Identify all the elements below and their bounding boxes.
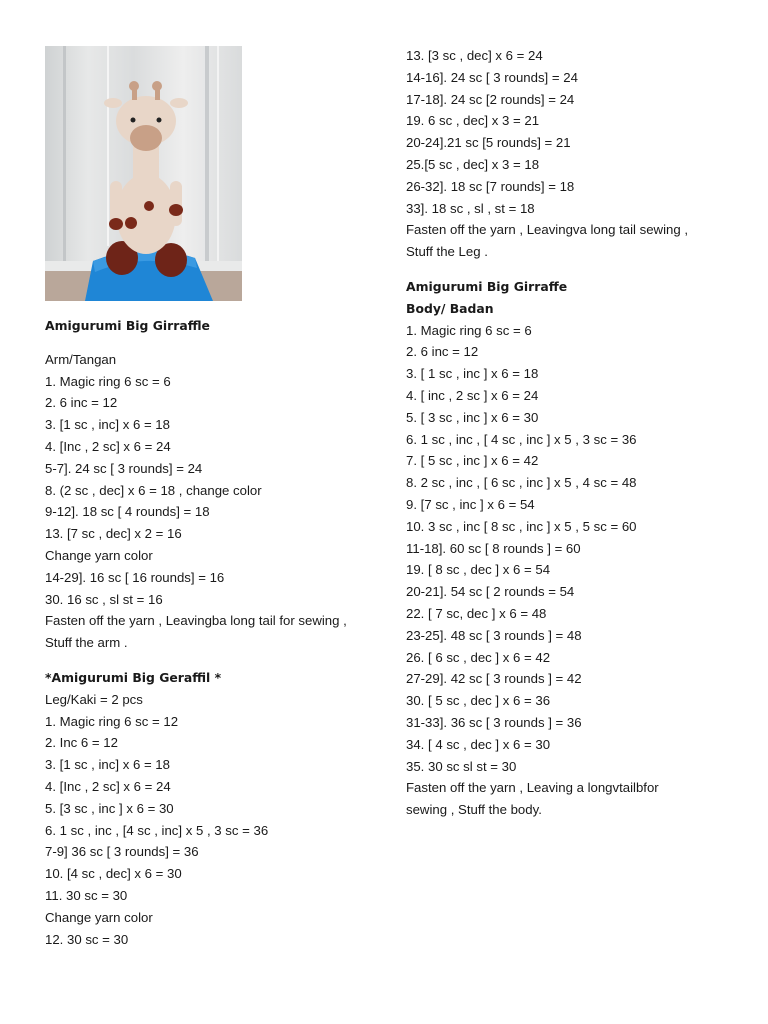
body-instruction: 31-33]. 36 sc [ 3 rounds ] = 36 [406,714,582,730]
body-instruction: 4. [ inc , 2 sc ] x 6 = 24 [406,387,539,403]
body-instruction: Fasten off the yarn , Leaving a longvtailbfor [406,780,659,796]
giraffe-photo [45,46,242,301]
body-pattern-title: Amigurumi Big Girraffe [406,278,568,294]
leg-instruction: 13. [3 sc , dec] x 6 = 24 [406,48,543,63]
right-column [406,45,746,821]
leg-instruction: 11. 30 sc = 30 [45,887,128,903]
leg-instruction: 7-9] 36 sc [ 3 rounds] = 36 [45,844,199,860]
arm-instruction: 30. 16 sc , sl st = 16 [45,591,163,607]
arm-instruction: 1. Magic ring 6 sc = 6 [45,373,171,389]
leg-instruction: 1. Magic ring 6 sc = 12 [45,713,179,729]
body-instruction: 5. [ 3 sc , inc ] x 6 = 30 [406,409,539,425]
body-instruction: 2. 6 inc = 12 [406,344,479,360]
arm-instruction: 3. [1 sc , inc] x 6 = 18 [45,417,170,433]
body-instruction: 30. [ 5 sc , dec ] x 6 = 36 [406,693,551,709]
leg-instruction: 20-24].21 sc [5 rounds] = 21 [406,135,571,151]
body-instruction: 19. [ 8 sc , dec ] x 6 = 54 [406,562,551,578]
body-instruction: 22. [ 7 sc, dec ] x 6 = 48 [406,605,547,621]
body-instruction: 20-21]. 54 sc [ 2 rounds = 54 [406,584,575,600]
leg-instruction: 25.[5 sc , dec] x 3 = 18 [406,156,540,172]
leg-instruction: 6. 1 sc , inc , [4 sc , inc] x 5 , 3 sc = 36 [45,822,269,838]
body-instruction: 6. 1 sc , inc , [ 4 sc , inc ] x 5 , 3 sc = 36 [406,431,637,447]
leg-instruction: 33]. 18 sc , sl , st = 18 [406,200,535,216]
leg-instruction: 14-16]. 24 sc [ 3 rounds] = 24 [406,69,578,85]
body-instruction: 35. 30 sc sl st = 30 [406,758,517,774]
body-instruction: 1. Magic ring 6 sc = 6 [406,322,532,338]
leg-instruction: Change yarn color [45,909,153,925]
arm-pattern-title: Amigurumi Big Girraffle [45,318,210,333]
arm-instruction: Fasten off the yarn , Leavingba long tail for sewing , [45,613,347,629]
arm-instruction: 8. (2 sc , dec] x 6 = 18 , change color [45,482,262,498]
arm-instruction: Stuff the arm . [45,635,128,651]
leg-instruction: 17-18]. 24 sc [2 rounds] = 24 [406,91,575,107]
body-instruction: 3. [ 1 sc , inc ] x 6 = 18 [406,366,539,382]
leg-instruction: 3. [1 sc , inc] x 6 = 18 [45,757,170,773]
arm-instruction: 14-29]. 16 sc [ 16 rounds] = 16 [45,569,225,585]
arm-instruction: 5-7]. 24 sc [ 3 rounds] = 24 [45,460,203,476]
body-instruction: 10. 3 sc , inc [ 8 sc , inc ] x 5 , 5 sc = 60 [406,518,637,534]
arm-section-label: Arm/Tangan [45,351,117,367]
body-instruction: sewing , Stuff the body. [406,802,542,818]
arm-instruction: 13. [7 sc , dec] x 2 = 16 [45,526,182,542]
leg-instruction: Stuff the Leg . [406,244,488,260]
body-pattern-subtitle: Body/ Badan [406,300,494,316]
body-instruction: 27-29]. 42 sc [ 3 rounds ] = 42 [406,671,582,687]
body-instruction: 8. 2 sc , inc , [ 6 sc , inc ] x 5 , 4 sc = 48 [406,475,637,491]
leg-instruction: 2. Inc 6 = 12 [45,735,118,751]
leg-instruction: Fasten off the yarn , Leavingva long tail sewing , [406,222,688,238]
body-instruction: 9. [7 sc , inc ] x 6 = 54 [406,496,535,512]
arm-instruction: 9-12]. 18 sc [ 4 rounds] = 18 [45,504,210,520]
arm-instruction: 2. 6 inc = 12 [45,395,118,411]
left-column [45,315,375,950]
leg-section-label: Leg/Kaki = 2 pcs [45,691,143,707]
arm-instruction: Change yarn color [45,547,153,563]
leg-instruction: 5. [3 sc , inc ] x 6 = 30 [45,800,174,816]
body-instruction: 26. [ 6 sc , dec ] x 6 = 42 [406,649,551,665]
arm-instruction: 4. [Inc , 2 sc] x 6 = 24 [45,438,171,454]
leg-pattern-title: *Amigurumi Big Geraffil * [45,669,222,685]
body-instruction: 34. [ 4 sc , dec ] x 6 = 30 [406,736,551,752]
body-instruction: 23-25]. 48 sc [ 3 rounds ] = 48 [406,627,582,643]
leg-instruction: 19. 6 sc , dec] x 3 = 21 [406,113,540,129]
leg-instruction: 10. [4 sc , dec] x 6 = 30 [45,866,182,882]
leg-instruction: 4. [Inc , 2 sc] x 6 = 24 [45,778,171,794]
body-instruction: 11-18]. 60 sc [ 8 rounds ] = 60 [406,540,581,556]
giraffe-illustration [45,46,242,301]
body-instruction: 7. [ 5 sc , inc ] x 6 = 42 [406,453,539,469]
leg-instruction: 12. 30 sc = 30 [45,931,129,947]
leg-instruction: 26-32]. 18 sc [7 rounds] = 18 [406,178,575,194]
